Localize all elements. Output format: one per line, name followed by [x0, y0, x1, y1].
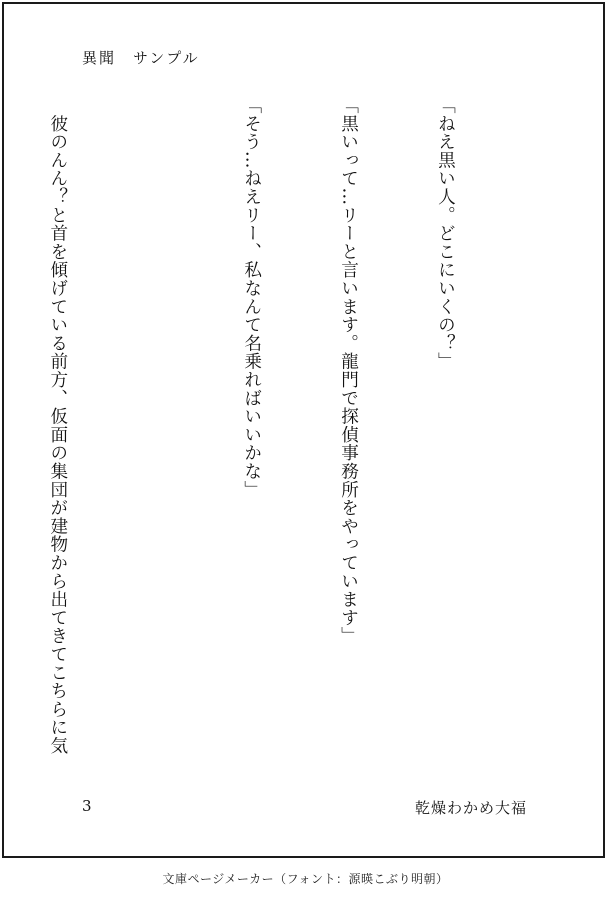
footer-credit: 文庫ページメーカー（フォント：源暎こぶり明朝） [162, 872, 449, 886]
body-text [0, 96, 526, 758]
body-line-4 [138, 96, 170, 758]
body-line-1: 「ねえ黒い人。どこにいくの？」 [435, 96, 456, 371]
body-line-5: 彼のんん？と首を傾げている前方、仮面の集団が建物から出てきてこちらに気 [47, 96, 68, 755]
body-line-3: 「そう…ねえリー、私なんて名乗ればいいかな」 [241, 96, 262, 499]
page-number: 3 [82, 797, 92, 815]
page-frame [2, 2, 605, 858]
page-author: 乾燥わかめ大福 [414, 799, 527, 817]
page-header-title: 異聞 サンプル [82, 49, 200, 67]
body-line-2: 「黒いって…リーと言います。龍門で探偵事務所をやっています」 [338, 96, 359, 645]
